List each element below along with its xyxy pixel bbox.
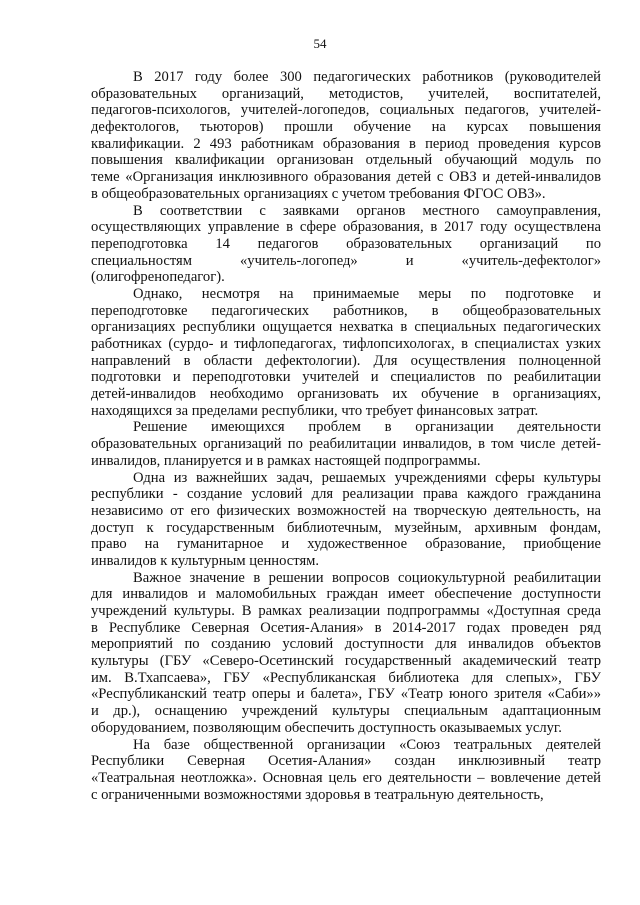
- text-line: образовательных организаций, методистов, учителей, воспитателей,: [91, 85, 601, 102]
- text-line: теме «Организация инклюзивного образования детей с ОВЗ и детей-инвалидов: [91, 169, 601, 186]
- text-line: Республики Северная Осетия-Алания» создан инклюзивный театр: [91, 753, 601, 770]
- text-line: культуры (ГБУ «Северо-Осетинский государственный академический театр: [91, 653, 601, 670]
- text-line: квалификации. 2 493 работникам образования в период проведения курсов: [91, 135, 601, 152]
- text-line: инвалидов к культурным ценностям.: [91, 552, 320, 569]
- text-line: специальностям «учитель-логопед» и «учитель-дефектолог»: [91, 252, 601, 269]
- text-line: повышения квалификации организован отдельный обучающий модуль по: [91, 152, 601, 169]
- text-line: доступ к государственным библиотечным, музейным, архивным фондам,: [91, 519, 601, 536]
- text-line: дефектологов, тьюторов) прошли обучение на курсах повышения: [91, 119, 601, 136]
- text-line: Однако, несмотря на принимаемые меры по подготовке и: [133, 285, 601, 302]
- text-line: находящихся за пределами республики, что требует финансовых затрат.: [91, 402, 539, 419]
- text-line: В соответствии с заявками органов местного самоуправления,: [133, 202, 601, 219]
- page-number: 54: [313, 36, 327, 51]
- text-line: в общеобразовательных организациях с учетом требования ФГОС ОВЗ».: [91, 185, 546, 202]
- paragraph: [91, 470, 601, 570]
- text-line: в Республике Северная Осетия-Алания» в 2014-2017 годах проведен ряд: [91, 619, 601, 636]
- text-line: организациях республики ощущается нехватка в специальных педагогических: [91, 319, 601, 336]
- text-line: для инвалидов и маломобильных граждан имеет обеспечение доступности: [91, 586, 601, 603]
- text-line: подготовки и переподготовки учителей и специалистов по реабилитации: [91, 369, 601, 386]
- text-line: переподготовке педагогических работников, в общеобразовательных: [91, 302, 601, 319]
- text-line: учреждений культуры. В рамках реализации подпрограммы «Доступная среда: [91, 603, 601, 619]
- text-line: направлений в области дефектологии). Для осуществления полноценной: [91, 352, 601, 369]
- text-line: с ограниченными возможностями здоровья в театральную деятельность,: [91, 786, 544, 803]
- text-line: Решение имеющихся проблем в организации деятельности: [133, 419, 601, 436]
- text-line: республики - создание условий для реализации права каждого гражданина: [91, 486, 601, 503]
- text-line: и др.), оснащению учреждений культуры специальным адаптационным: [91, 703, 601, 720]
- document-body: [91, 69, 601, 803]
- paragraph: [91, 203, 601, 286]
- paragraph: [91, 419, 601, 469]
- text-line: «Театральная неотложка». Основная цель его деятельности – вовлечение детей: [91, 769, 601, 786]
- text-line: (олигофренопедагог).: [91, 269, 225, 286]
- text-line: оборудованием, позволяющим обеспечить доступность оказываемых услуг.: [91, 719, 562, 736]
- text-line: На базе общественной организации «Союз театральных деятелей: [133, 736, 601, 753]
- paragraph: [91, 737, 601, 804]
- text-line: «Республиканский театр оперы и балета», ГБУ «Театр юного зрителя «Саби»»: [91, 686, 601, 703]
- text-line: независимо от его физических возможностей на творческую деятельность, на: [91, 502, 601, 519]
- text-line: мероприятий по созданию условий доступности для инвалидов объектов: [91, 636, 601, 653]
- text-line: образовательных организаций по реабилитации инвалидов, в том числе детей-: [91, 436, 601, 453]
- text-line: педагогов-психологов, учителей-логопедов, социальных педагогов, учителей-: [91, 102, 601, 119]
- text-line: переподготовка 14 педагогов образовательных организаций по: [91, 235, 601, 252]
- text-line: Важное значение в решении вопросов социокультурной реабилитации: [133, 569, 601, 586]
- paragraph: [91, 69, 601, 203]
- paragraph: [91, 570, 601, 737]
- text-line: Одна из важнейших задач, решаемых учреждениями сферы культуры: [133, 469, 601, 486]
- paragraph: [91, 286, 601, 420]
- text-line: осуществляющих управление в сфере образования, в 2017 году осуществлена: [91, 219, 601, 236]
- text-line: детей-инвалидов необходимо организовать их обучение в организациях,: [91, 386, 601, 403]
- text-line: им. В.Тхапсаева», ГБУ «Республиканская библиотека для слепых», ГБУ: [91, 669, 601, 686]
- text-line: работниках (сурдо- и тифлопедагогах, тифлопсихологах, в специалистах узких: [91, 336, 601, 352]
- text-line: право на гуманитарное и художественное образование, приобщение: [91, 536, 601, 553]
- text-line: В 2017 году более 300 педагогических работников (руководителей: [133, 69, 601, 85]
- text-line: инвалидов, планируется и в рамках настоящей подпрограммы.: [91, 452, 481, 469]
